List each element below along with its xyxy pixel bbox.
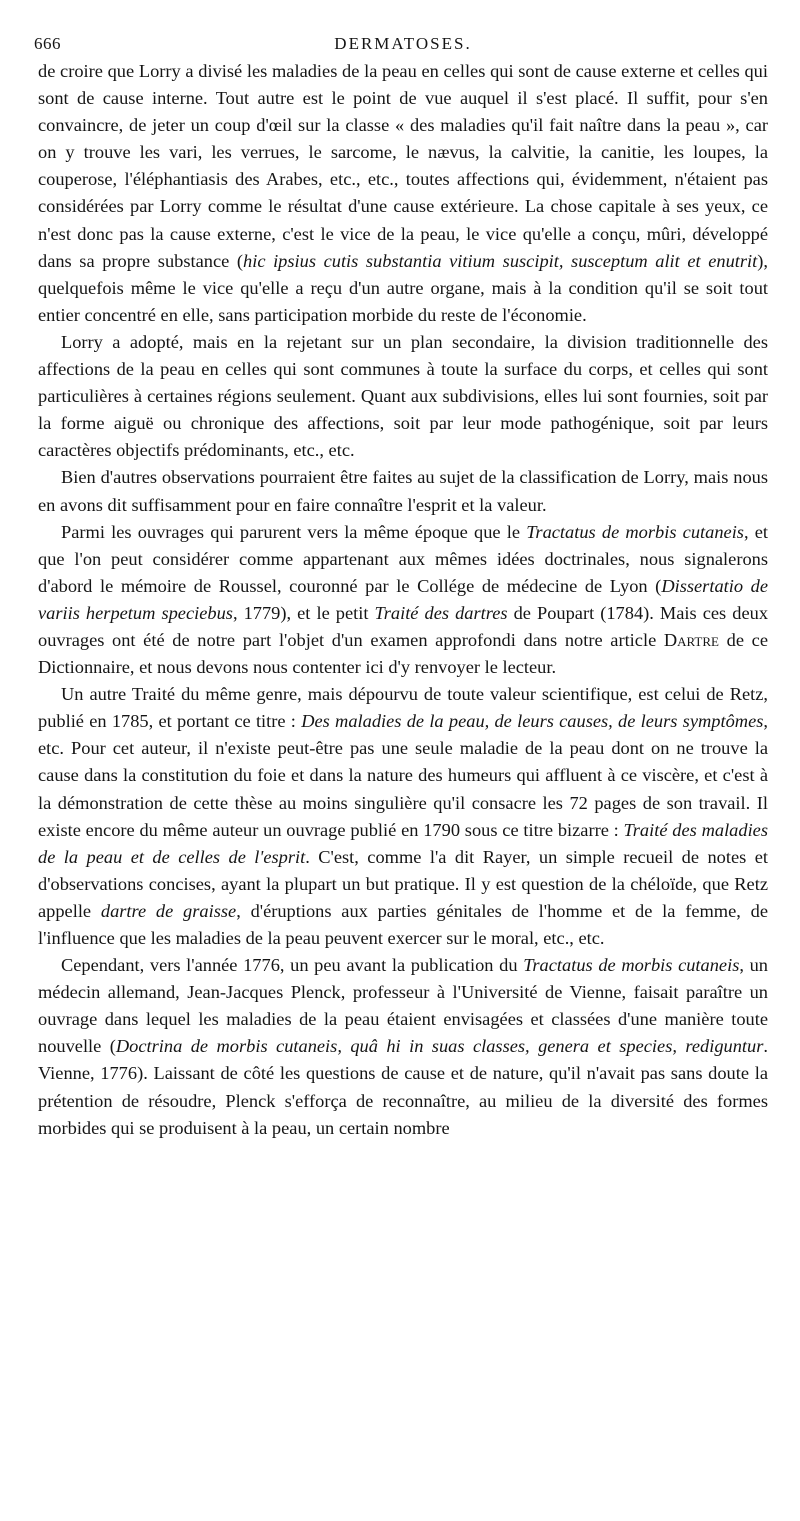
text-run: Cependant, vers l'année 1776, un peu avant la publication du	[61, 955, 524, 976]
text-run: Un autre Traité du même genre, mais dépourvu de toute valeur scientifique, est celui de Retz, publié en 1785, et portant ce titre :	[38, 684, 768, 732]
italic-text: hic ipsius cutis substantia vitium suscipit, susceptum alit et enutrit	[243, 250, 758, 271]
italic-text: Tractatus de morbis cutaneis	[526, 521, 744, 542]
text-run: , d'éruptions aux parties génitales de l'homme et de la femme, de l'influence que les maladies de la peau peuvent exercer sur le moral, etc., etc.	[38, 900, 768, 948]
text-run: de Poupart (1784). Mais ces deux ouvrages ont été de notre part l'objet d'un examen approfondi dans notre article	[38, 602, 769, 650]
text-run: , et que l'on peut considérer comme appartenant aux mêmes idées doctrinales, nous signalerons d'abord le mémoire de Roussel, couronné par le Collége de médecine de Lyon (	[38, 521, 769, 596]
italic-text: Doctrina de morbis cutaneis, quâ hi in suas classes, genera et species, rediguntur	[115, 1036, 764, 1057]
paragraph	[38, 519, 768, 682]
italic-text: dartre de graisse	[100, 900, 237, 921]
paragraph	[38, 952, 768, 1142]
text-run: . Vienne, 1776). Laissant de côté les questions de cause et de nature, qu'il n'avait pas sans doute la prétention de résoudre, Plenck s'efforça de reconnaître, au milieu de la diversité des formes morbides qui se produisent à la peau, un certain nombre	[38, 1036, 768, 1138]
paragraph	[38, 681, 768, 952]
text-run: Parmi les ouvrages qui parurent vers la même époque que le	[61, 521, 527, 542]
paragraph	[38, 329, 768, 464]
page-header	[34, 30, 768, 54]
text-run: Bien d'autres observations pourraient être faites au sujet de la classification de Lorry, mais nous en avons dit suffisamment pour en faire connaître l'esprit et la valeur.	[38, 467, 768, 515]
text-run: ), quelquefois même le vice qu'elle a reçu d'un autre organe, mais à la condition qu'il se soit tout entier concentré en elle, sans participation morbide du reste de l'économie.	[38, 250, 768, 325]
paragraph	[38, 464, 768, 518]
text-run: Lorry a adopté, mais en la rejetant sur un plan secondaire, la division traditionnelle des affections de la peau en celles qui sont communes à toute la surface du corps, et celles qui sont particulières à certaines régions seulement. Quant aux subdivisions, elles lui sont fournies, soit par la forme aiguë ou chronique des affections, soit par leur mode pathogénique, soit par leurs caractères objectifs prédominants, etc., etc.	[38, 331, 768, 461]
body-text	[38, 58, 768, 1142]
text-run: . C'est, comme l'a dit Rayer, un simple recueil de notes et d'observations concises, ayant la plupart un but pratique. Il y est question de la chéloïde, que Retz appelle	[38, 846, 768, 921]
running-title: DERMATOSES.	[334, 34, 472, 53]
paragraph	[38, 58, 768, 329]
text-run: , un médecin allemand, Jean-Jacques Plenck, professeur à l'Université de Vienne, faisait paraître un ouvrage dans lequel les maladies de la peau étaient envisagées et classées d'une manière toute nouvelle (	[38, 955, 768, 1057]
small-caps-text: Dartre	[663, 629, 719, 650]
italic-text: Des maladies de la peau, de leurs causes, de leurs symptômes	[301, 711, 764, 732]
page-number: 666	[34, 34, 61, 53]
italic-text: Tractatus de morbis cutaneis	[523, 955, 740, 976]
text-run: , 1779), et le petit	[232, 602, 375, 623]
text-run: de croire que Lorry a divisé les maladies de la peau en celles qui sont de cause externe et celles qui sont de cause interne. Tout autre est le point de vue auquel il s'est placé. Il suffit, pour s'en convaincre, de jeter un coup d'œil sur la classe « des maladies qu'il fait naître dans la peau », car on y trouve les vari, les verrues, le sarcome, le nævus, la calvitie, la canitie, les loupes, la couperose, l'éléphantiasis des Arabes, etc., etc., toutes affections qui, évidemment, n'étaient pas considérées par Lorry comme le résultat d'une cause extérieure. La chose capitale à ses yeux, ce n'est donc pas la cause externe, c'est le vice de la peau, le vice qu'elle a conçu, mûri, développé dans sa propre substance (	[38, 61, 768, 271]
italic-text: Dissertatio de variis herpetum speciebus	[38, 575, 768, 623]
text-run: de ce Dictionnaire, et nous devons nous contenter ici d'y renvoyer le lecteur.	[38, 629, 768, 678]
italic-text: Traité des maladies de la peau et de celles de l'esprit	[38, 819, 768, 867]
text-run: , etc. Pour cet auteur, il n'existe peut-être pas une seule maladie de la peau dont on ne trouve la cause dans la constitution du foie et dans la nature des humeurs qui affluent à ce viscère, et c'est à la démonstration de cette thèse au moins singulière qu'il consacre les 72 pages de son travail. Il existe encore du même auteur un ouvrage publié en 1790 sous ce titre bizarre :	[38, 711, 768, 840]
italic-text: Traité des dartres	[374, 602, 508, 623]
book-page	[34, 30, 769, 1142]
